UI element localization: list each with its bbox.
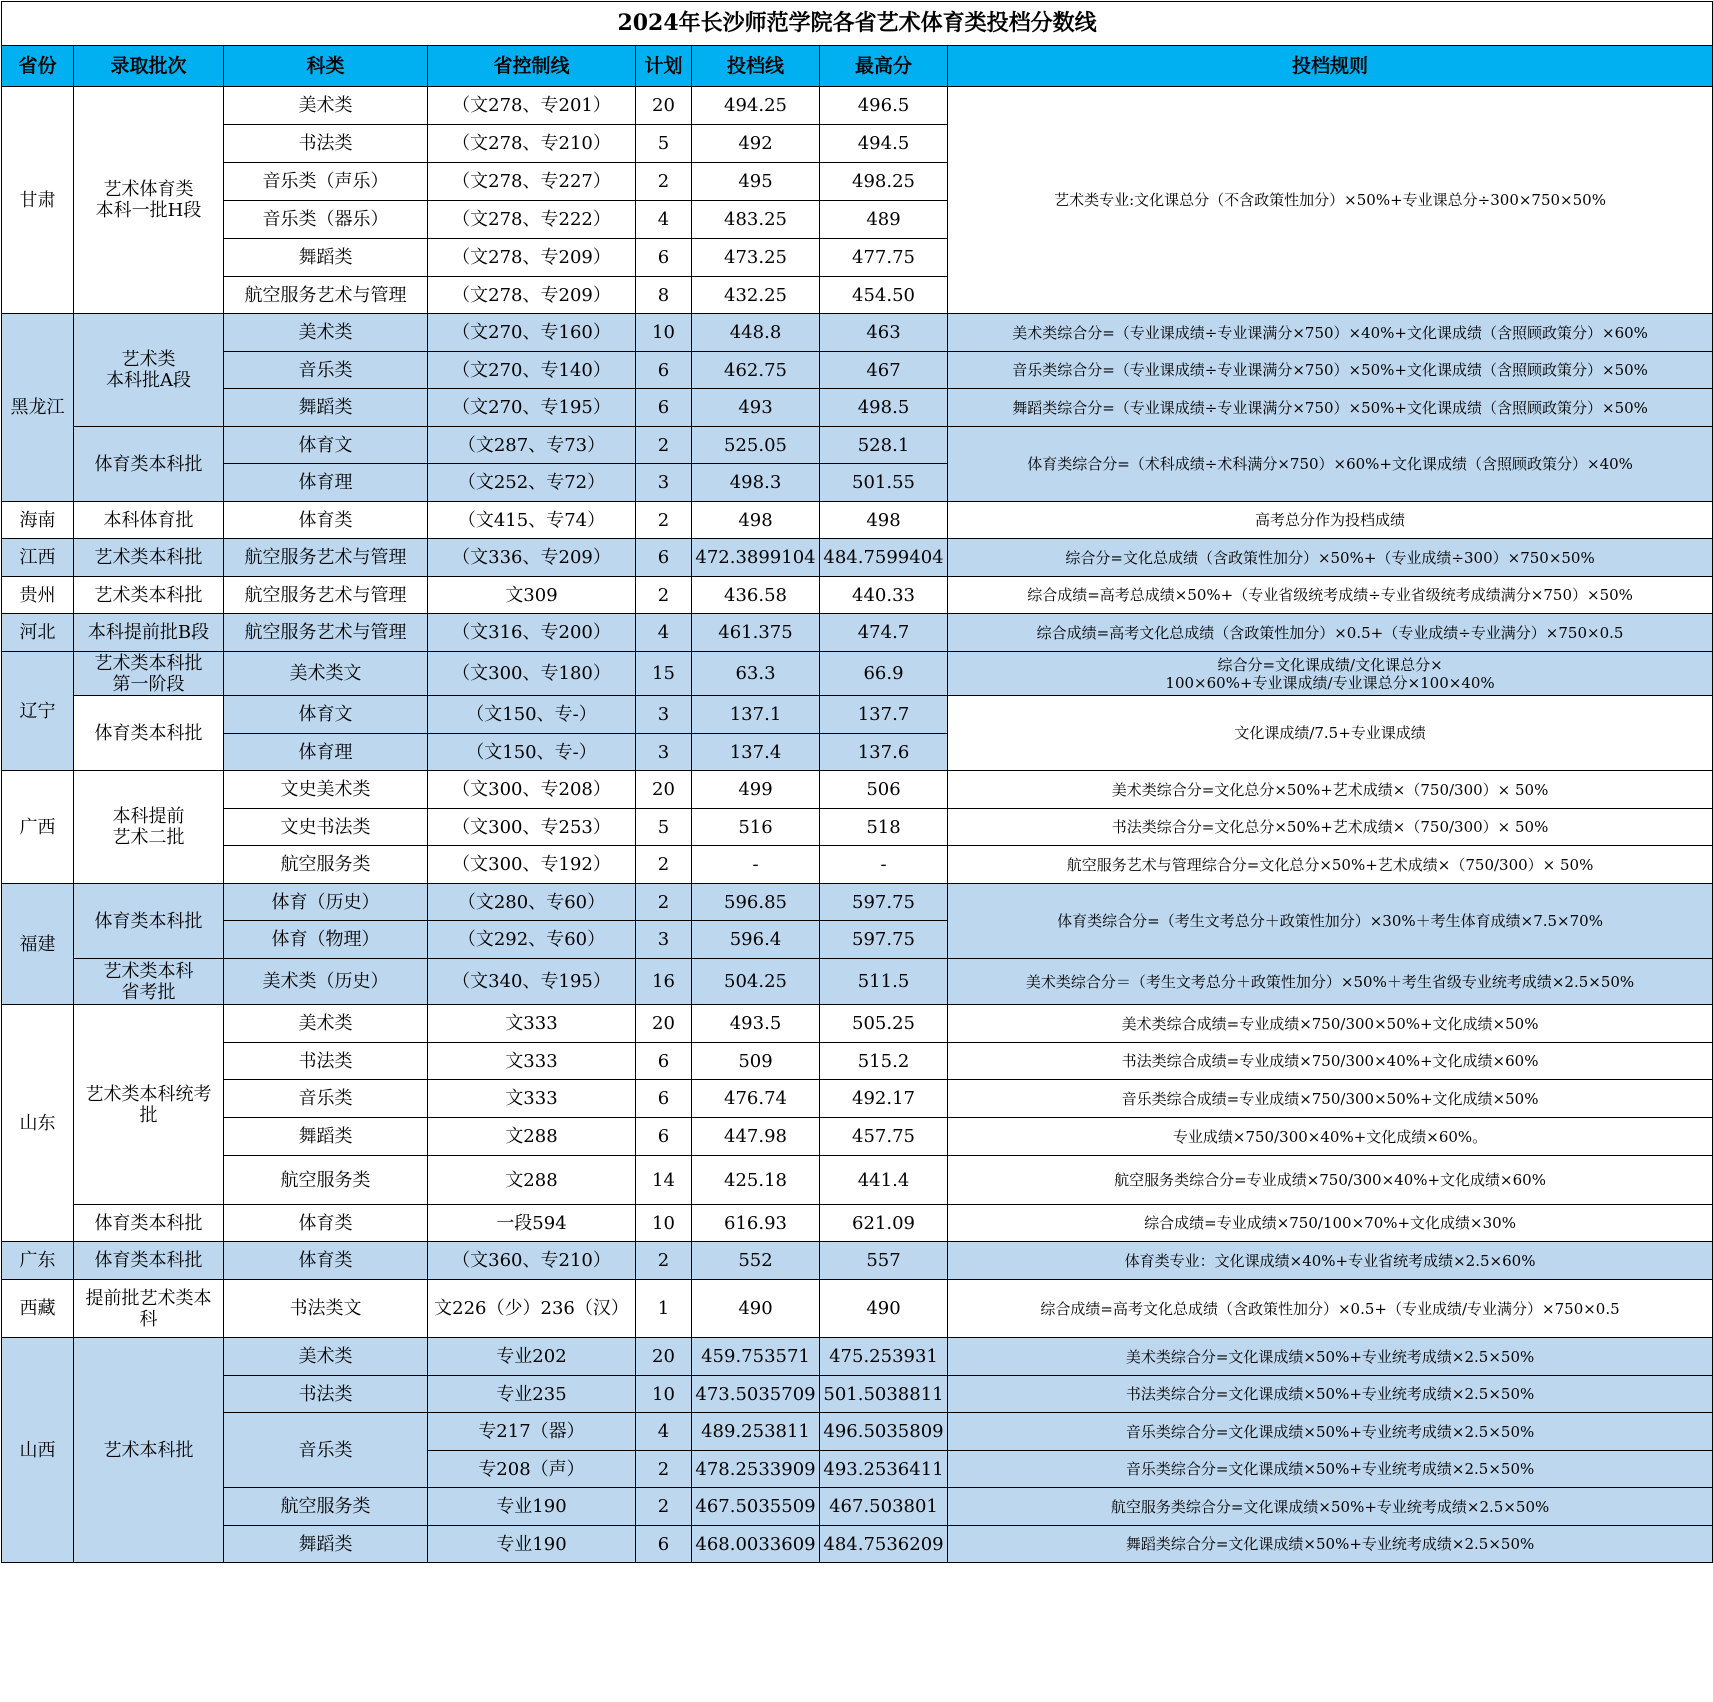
control-line-cell: 专业235 [428,1376,636,1413]
table-row [2,502,1713,539]
admission-line-cell: 552 [692,1242,820,1280]
province-cell: 河北 [2,614,74,652]
table-row [2,959,1713,1005]
batch-cell: 艺术类本科批 [74,577,224,614]
rule-cell: 专业成绩×750/300×40%+文化成绩×60%。 [948,1118,1713,1156]
plan-cell: 6 [636,352,692,389]
max-score-cell: 506 [820,771,948,809]
table-row [2,1376,1713,1413]
admission-line-cell: 467.5035509 [692,1488,820,1526]
batch-cell: 艺术类本科批 第一阶段 [74,652,224,696]
admission-line-cell: 490 [692,1280,820,1338]
subject-cell: 航空服务艺术与管理 [224,539,428,577]
table-row [2,809,1713,846]
admission-line-cell: 495 [692,163,820,201]
max-score-cell: 501.55 [820,464,948,502]
subject-cell: 美术类文 [224,652,428,696]
admission-line-cell: 436.58 [692,577,820,614]
plan-cell: 4 [636,201,692,239]
max-score-cell: 137.7 [820,696,948,734]
control-line-cell: （文278、专209） [428,239,636,277]
max-score-cell: 498 [820,502,948,539]
table-row [2,884,1713,921]
table-row [2,314,1713,352]
control-line-cell: 文333 [428,1080,636,1118]
table-row [2,652,1713,696]
plan-cell: 6 [636,1080,692,1118]
rule-cell: 音乐类综合成绩=专业成绩×750/300×50%+文化成绩×50% [948,1080,1713,1118]
subject-cell: 航空服务类 [224,1488,428,1526]
control-line-cell: （文415、专74） [428,502,636,539]
admission-line-cell: 425.18 [692,1156,820,1205]
subject-cell: 体育（历史） [224,884,428,921]
admission-line-cell: - [692,846,820,884]
header-cell: 计划 [636,46,692,87]
control-line-cell: （文278、专227） [428,163,636,201]
province-cell: 福建 [2,884,74,1005]
max-score-cell: 441.4 [820,1156,948,1205]
plan-cell: 1 [636,1280,692,1338]
rule-cell: 综合成绩=高考文化总成绩（含政策性加分）×0.5+（专业成绩÷专业满分）×750×0.5 [948,614,1713,652]
subject-cell: 音乐类（声乐） [224,163,428,201]
subject-cell: 书法类 [224,1376,428,1413]
rule-cell: 舞蹈类综合分=文化课成绩×50%+专业统考成绩×2.5×50% [948,1526,1713,1563]
max-score-cell: 597.75 [820,921,948,959]
subject-cell: 航空服务艺术与管理 [224,277,428,314]
table-row [2,1526,1713,1563]
plan-cell: 2 [636,163,692,201]
admission-line-cell: 596.4 [692,921,820,959]
control-line-cell: （文150、专-） [428,734,636,771]
plan-cell: 6 [636,1043,692,1080]
batch-cell: 本科提前批B段 [74,614,224,652]
province-cell: 海南 [2,502,74,539]
rule-cell: 高考总分作为投档成绩 [948,502,1713,539]
admission-line-cell: 476.74 [692,1080,820,1118]
admission-line-cell: 493.5 [692,1005,820,1043]
plan-cell: 5 [636,125,692,163]
province-cell: 贵州 [2,577,74,614]
subject-cell: 体育（物理） [224,921,428,959]
plan-cell: 20 [636,87,692,125]
subject-cell: 体育类 [224,502,428,539]
admission-line-cell: 137.4 [692,734,820,771]
plan-cell: 3 [636,696,692,734]
batch-cell: 艺术本科批 [74,1338,224,1563]
control-line-cell: （文340、专195） [428,959,636,1005]
admission-line-cell: 447.98 [692,1118,820,1156]
max-score-cell: 137.6 [820,734,948,771]
admission-line-cell: 472.3899104 [692,539,820,577]
admission-line-cell: 473.25 [692,239,820,277]
plan-cell: 6 [636,389,692,427]
max-score-cell: 496.5 [820,87,948,125]
rule-cell: 音乐类综合分=（专业课成绩÷专业课满分×750）×50%+文化课成绩（含照顾政策分）×50% [948,352,1713,389]
control-line-cell: 文333 [428,1005,636,1043]
admission-line-cell: 468.0033609 [692,1526,820,1563]
max-score-cell: 515.2 [820,1043,948,1080]
province-cell: 西藏 [2,1280,74,1338]
control-line-cell: 文288 [428,1118,636,1156]
control-line-cell: （文300、专180） [428,652,636,696]
admission-line-cell: 493 [692,389,820,427]
rule-cell: 美术类综合分=文化总分×50%+艺术成绩×（750/300）× 50% [948,771,1713,809]
header-cell: 科类 [224,46,428,87]
province-cell: 广东 [2,1242,74,1280]
plan-cell: 2 [636,1242,692,1280]
plan-cell: 10 [636,1376,692,1413]
header-cell: 投档线 [692,46,820,87]
table-row [2,846,1713,884]
table-row [2,352,1713,389]
max-score-cell: 66.9 [820,652,948,696]
plan-cell: 2 [636,577,692,614]
province-cell: 黑龙江 [2,314,74,502]
score-table [1,1,1713,1563]
max-score-cell: 511.5 [820,959,948,1005]
admission-line-cell: 504.25 [692,959,820,1005]
province-cell: 山西 [2,1338,74,1563]
header-cell: 录取批次 [74,46,224,87]
control-line-cell: （文300、专208） [428,771,636,809]
batch-cell: 提前批艺术类本 科 [74,1280,224,1338]
control-line-cell: （文278、专209） [428,277,636,314]
batch-cell: 艺术体育类 本科一批H段 [74,87,224,314]
batch-cell: 艺术类本科批 [74,539,224,577]
rule-cell: 综合成绩=高考文化总成绩（含政策性加分）×0.5+（专业成绩/专业满分）×750×0.5 [948,1280,1713,1338]
admission-line-cell: 478.2533909 [692,1451,820,1488]
admission-line-cell: 473.5035709 [692,1376,820,1413]
subject-cell: 音乐类 [224,1080,428,1118]
header-cell: 投档规则 [948,46,1713,87]
subject-cell: 舞蹈类 [224,389,428,427]
table-row [2,1280,1713,1338]
plan-cell: 4 [636,1413,692,1451]
admission-line-cell: 432.25 [692,277,820,314]
rule-cell: 书法类综合分=文化总分×50%+艺术成绩×（750/300）× 50% [948,809,1713,846]
plan-cell: 15 [636,652,692,696]
plan-cell: 3 [636,464,692,502]
batch-cell: 体育类本科批 [74,884,224,959]
max-score-cell: 518 [820,809,948,846]
rule-cell: 书法类综合分=文化课成绩×50%+专业统考成绩×2.5×50% [948,1376,1713,1413]
table-row [2,1005,1713,1043]
admission-line-cell: 596.85 [692,884,820,921]
max-score-cell: 494.5 [820,125,948,163]
header-row [2,46,1713,87]
rule-cell: 综合分=文化总成绩（含政策性加分）×50%+（专业成绩÷300）×750×50% [948,539,1713,577]
subject-cell: 航空服务类 [224,1156,428,1205]
header-cell: 省控制线 [428,46,636,87]
max-score-cell: 498.5 [820,389,948,427]
control-line-cell: 专208（声） [428,1451,636,1488]
subject-cell: 体育理 [224,464,428,502]
control-line-cell: 文333 [428,1043,636,1080]
plan-cell: 2 [636,846,692,884]
subject-cell: 音乐类 [224,352,428,389]
plan-cell: 20 [636,1338,692,1376]
batch-cell: 本科体育批 [74,502,224,539]
subject-cell: 体育文 [224,696,428,734]
table-row [2,87,1713,125]
plan-cell: 6 [636,239,692,277]
max-score-cell: 477.75 [820,239,948,277]
rule-cell: 音乐类综合分=文化课成绩×50%+专业统考成绩×2.5×50% [948,1413,1713,1451]
table-row [2,696,1713,734]
subject-cell: 美术类 [224,1005,428,1043]
admission-line-cell: 461.375 [692,614,820,652]
plan-cell: 4 [636,614,692,652]
rule-cell: 航空服务类综合分=专业成绩×750/300×40%+文化成绩×60% [948,1156,1713,1205]
control-line-cell: 专业190 [428,1526,636,1563]
max-score-cell: 492.17 [820,1080,948,1118]
subject-cell: 舞蹈类 [224,1118,428,1156]
rule-cell: 综合分=文化课成绩/文化课总分× 100×60%+专业课成绩/专业课总分×100×40% [948,652,1713,696]
plan-cell: 3 [636,921,692,959]
table-row [2,614,1713,652]
table-row [2,539,1713,577]
control-line-cell: （文270、专195） [428,389,636,427]
control-line-cell: （文280、专60） [428,884,636,921]
subject-cell: 音乐类（器乐） [224,201,428,239]
control-line-cell: 专业202 [428,1338,636,1376]
control-line-cell: 文226（少）236（汉） [428,1280,636,1338]
subject-cell: 航空服务类 [224,846,428,884]
subject-cell: 美术类 [224,1338,428,1376]
rule-cell: 美术类综合分＝（考生文考总分＋政策性加分）×50%＋考生省级专业统考成绩×2.5×50% [948,959,1713,1005]
max-score-cell: 621.09 [820,1205,948,1242]
admission-line-cell: 509 [692,1043,820,1080]
table-row [2,1242,1713,1280]
max-score-cell: 467 [820,352,948,389]
control-line-cell: （文252、专72） [428,464,636,502]
rule-cell: 美术类综合成绩=专业成绩×750/300×50%+文化成绩×50% [948,1005,1713,1043]
plan-cell: 5 [636,809,692,846]
rule-cell: 艺术类专业:文化课总分（不含政策性加分）×50%+专业课总分÷300×750×50% [948,87,1713,314]
control-line-cell: （文300、专253） [428,809,636,846]
rule-cell: 体育类综合分=（术科成绩÷术科满分×750）×60%+文化课成绩（含照顾政策分）×40% [948,427,1713,502]
rule-cell: 航空服务艺术与管理综合分=文化总分×50%+艺术成绩×（750/300）× 50% [948,846,1713,884]
plan-cell: 3 [636,734,692,771]
max-score-cell: 501.5038811 [820,1376,948,1413]
admission-line-cell: 492 [692,125,820,163]
table-row [2,1338,1713,1376]
plan-cell: 2 [636,427,692,464]
max-score-cell: 467.503801 [820,1488,948,1526]
admission-line-cell: 483.25 [692,201,820,239]
plan-cell: 20 [636,771,692,809]
rule-cell: 综合成绩=高考总成绩×50%+（专业省级统考成绩÷专业省级统考成绩满分×750）×50% [948,577,1713,614]
page-title: 2024年长沙师范学院各省艺术体育类投档分数线 [2,2,1713,46]
max-score-cell: 557 [820,1242,948,1280]
admission-line-cell: 448.8 [692,314,820,352]
plan-cell: 2 [636,502,692,539]
max-score-cell: 489 [820,201,948,239]
admission-line-cell: 499 [692,771,820,809]
plan-cell: 20 [636,1005,692,1043]
max-score-cell: 457.75 [820,1118,948,1156]
province-cell: 广西 [2,771,74,884]
admission-line-cell: 498 [692,502,820,539]
control-line-cell: 一段594 [428,1205,636,1242]
control-line-cell: 专217（器） [428,1413,636,1451]
subject-cell: 文史美术类 [224,771,428,809]
admission-line-cell: 462.75 [692,352,820,389]
subject-cell: 体育类 [224,1205,428,1242]
subject-cell: 航空服务艺术与管理 [224,614,428,652]
max-score-cell: 505.25 [820,1005,948,1043]
plan-cell: 2 [636,1488,692,1526]
max-score-cell: 498.25 [820,163,948,201]
plan-cell: 16 [636,959,692,1005]
control-line-cell: （文292、专60） [428,921,636,959]
max-score-cell: 454.50 [820,277,948,314]
max-score-cell: 484.7599404 [820,539,948,577]
plan-cell: 6 [636,1526,692,1563]
province-cell: 山东 [2,1005,74,1242]
subject-cell: 文史书法类 [224,809,428,846]
subject-cell: 美术类 [224,87,428,125]
plan-cell: 8 [636,277,692,314]
rule-cell: 文化课成绩/7.5+专业课成绩 [948,696,1713,771]
control-line-cell: （文150、专-） [428,696,636,734]
admission-line-cell: 63.3 [692,652,820,696]
control-line-cell: 专业190 [428,1488,636,1526]
max-score-cell: 490 [820,1280,948,1338]
control-line-cell: （文300、专192） [428,846,636,884]
subject-cell: 美术类 [224,314,428,352]
admission-line-cell: 525.05 [692,427,820,464]
rule-cell: 航空服务类综合分=文化课成绩×50%+专业统考成绩×2.5×50% [948,1488,1713,1526]
batch-cell: 体育类本科批 [74,427,224,502]
subject-cell: 书法类 [224,1043,428,1080]
admission-line-cell: 516 [692,809,820,846]
plan-cell: 10 [636,314,692,352]
province-cell: 辽宁 [2,652,74,771]
batch-cell: 艺术类本科统考 批 [74,1005,224,1205]
admission-line-cell: 616.93 [692,1205,820,1242]
table-row [2,1080,1713,1118]
control-line-cell: （文278、专222） [428,201,636,239]
rule-cell: 舞蹈类综合分=（专业课成绩÷专业课满分×750）×50%+文化课成绩（含照顾政策分）×50% [948,389,1713,427]
table-row [2,577,1713,614]
control-line-cell: （文336、专209） [428,539,636,577]
max-score-cell: - [820,846,948,884]
plan-cell: 2 [636,1451,692,1488]
subject-cell: 体育类 [224,1242,428,1280]
control-line-cell: （文360、专210） [428,1242,636,1280]
subject-cell: 航空服务艺术与管理 [224,577,428,614]
plan-cell: 10 [636,1205,692,1242]
max-score-cell: 474.7 [820,614,948,652]
batch-cell: 体育类本科批 [74,1205,224,1242]
batch-cell: 本科提前 艺术二批 [74,771,224,884]
control-line-cell: （文278、专201） [428,87,636,125]
table-row [2,771,1713,809]
batch-cell: 艺术类本科 省考批 [74,959,224,1005]
max-score-cell: 496.5035809 [820,1413,948,1451]
batch-cell: 体育类本科批 [74,696,224,771]
table-row [2,389,1713,427]
province-cell: 江西 [2,539,74,577]
admission-line-cell: 459.753571 [692,1338,820,1376]
rule-cell: 书法类综合成绩=专业成绩×750/300×40%+文化成绩×60% [948,1043,1713,1080]
rule-cell: 美术类综合分=文化课成绩×50%+专业统考成绩×2.5×50% [948,1338,1713,1376]
table-row [2,1205,1713,1242]
subject-cell: 美术类（历史） [224,959,428,1005]
plan-cell: 6 [636,1118,692,1156]
table-row [2,1488,1713,1526]
rule-cell: 体育类专业：文化课成绩×40%+专业省统考成绩×2.5×60% [948,1242,1713,1280]
subject-cell: 体育理 [224,734,428,771]
admission-line-cell: 498.3 [692,464,820,502]
subject-cell: 舞蹈类 [224,239,428,277]
table-row [2,427,1713,464]
control-line-cell: （文270、专160） [428,314,636,352]
max-score-cell: 463 [820,314,948,352]
admission-line-cell: 494.25 [692,87,820,125]
subject-cell: 书法类 [224,125,428,163]
subject-cell: 舞蹈类 [224,1526,428,1563]
table-row [2,1156,1713,1205]
rule-cell: 美术类综合分=（专业课成绩÷专业课满分×750）×40%+文化课成绩（含照顾政策分）×60% [948,314,1713,352]
table-row [2,1043,1713,1080]
table-row [2,1413,1713,1451]
rule-cell: 体育类综合分=（考生文考总分＋政策性加分）×30%＋考生体育成绩×7.5×70% [948,884,1713,959]
admission-line-cell: 489.253811 [692,1413,820,1451]
max-score-cell: 493.2536411 [820,1451,948,1488]
subject-cell: 体育文 [224,427,428,464]
control-line-cell: （文270、专140） [428,352,636,389]
max-score-cell: 484.7536209 [820,1526,948,1563]
control-line-cell: （文287、专73） [428,427,636,464]
batch-cell: 艺术类 本科批A段 [74,314,224,427]
province-cell: 甘肃 [2,87,74,314]
admission-line-cell: 137.1 [692,696,820,734]
control-line-cell: 文288 [428,1156,636,1205]
max-score-cell: 528.1 [820,427,948,464]
header-cell: 最高分 [820,46,948,87]
control-line-cell: （文278、专210） [428,125,636,163]
control-line-cell: 文309 [428,577,636,614]
rule-cell: 音乐类综合分=文化课成绩×50%+专业统考成绩×2.5×50% [948,1451,1713,1488]
plan-cell: 6 [636,539,692,577]
control-line-cell: （文316、专200） [428,614,636,652]
rule-cell: 综合成绩=专业成绩×750/100×70%+文化成绩×30% [948,1205,1713,1242]
max-score-cell: 440.33 [820,577,948,614]
plan-cell: 2 [636,884,692,921]
table-row [2,1118,1713,1156]
plan-cell: 14 [636,1156,692,1205]
subject-cell: 音乐类 [224,1413,428,1488]
max-score-cell: 597.75 [820,884,948,921]
header-cell: 省份 [2,46,74,87]
batch-cell: 体育类本科批 [74,1242,224,1280]
subject-cell: 书法类文 [224,1280,428,1338]
max-score-cell: 475.253931 [820,1338,948,1376]
